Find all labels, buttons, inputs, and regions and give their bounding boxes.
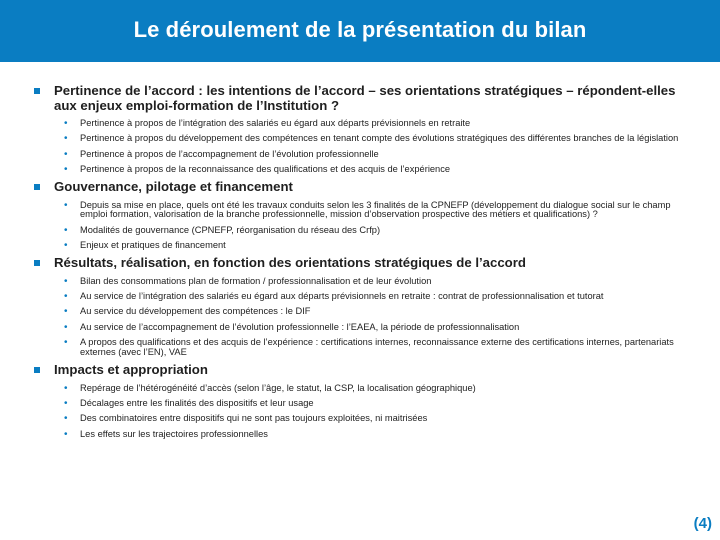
list-item: [34, 134, 694, 144]
list-item-text: Des combinatoires entre dispositifs qui ne sont pas toujours exploitées, ni maitrisées: [80, 413, 428, 424]
list-item: [34, 338, 694, 358]
list-item-text: Au service de l’intégration des salariés eu égard aux départs prévisionnels en retraite : contrat de professionnalisation et tutorat: [80, 291, 604, 302]
bullet-icon: •: [64, 321, 68, 333]
list-item: [34, 323, 694, 333]
section-resultats: [34, 256, 694, 357]
list-item-text: Bilan des consommations plan de formation / professionnalisation et de leur évolution: [80, 275, 432, 286]
page-number: (4): [693, 515, 712, 532]
section-impacts: [34, 363, 694, 439]
list-item-text: Pertinence à propos de la reconnaissance des qualifications et des acquis de l’expérience: [80, 163, 451, 174]
bullet-icon: •: [64, 275, 68, 287]
bullet-icon: •: [64, 163, 68, 175]
section-heading-text: Résultats, réalisation, en fonction des orientations stratégiques de l’accord: [54, 255, 526, 271]
bullet-icon: •: [64, 337, 68, 349]
list-item: [34, 150, 694, 160]
section-pertinence: [34, 84, 694, 175]
square-bullet-icon: [34, 184, 40, 190]
bullet-icon: •: [64, 199, 68, 211]
list-item: [34, 414, 694, 424]
bullet-icon: •: [64, 382, 68, 394]
bullet-icon: •: [64, 306, 68, 318]
list-item-text: Pertinence à propos du développement des compétences en tenant compte des évolutions stratégiques des différentes branches de la législation: [80, 133, 679, 144]
list-item: [34, 119, 694, 129]
section-heading: [34, 363, 694, 378]
list-item: [34, 292, 694, 302]
section-heading: [34, 180, 694, 195]
list-item: [34, 201, 694, 221]
section-items: [34, 277, 694, 358]
section-items: [34, 119, 694, 175]
bullet-icon: •: [64, 428, 68, 440]
slide-title: Le déroulement de la présentation du bilan: [133, 17, 587, 42]
bullet-icon: •: [64, 133, 68, 145]
list-item-text: Pertinence à propos de l’accompagnement de l’évolution professionnelle: [80, 148, 379, 159]
list-item: [34, 277, 694, 287]
section-heading: [34, 84, 694, 113]
square-bullet-icon: [34, 88, 40, 94]
section-heading: [34, 256, 694, 271]
list-item-text: Repérage de l’hétérogénéité d’accès (selon l’âge, le statut, la CSP, la localisation géographique): [80, 382, 476, 393]
list-item: [34, 165, 694, 175]
slide-content: [34, 84, 694, 445]
bullet-icon: •: [64, 397, 68, 409]
list-item: [34, 241, 694, 251]
list-item-text: Au service de l’accompagnement de l’évolution professionnelle : l’EAEA, la période de professionnalisation: [80, 321, 520, 332]
section-heading-text: Impacts et appropriation: [54, 362, 208, 378]
square-bullet-icon: [34, 260, 40, 266]
title-bar: [0, 0, 720, 62]
bullet-icon: •: [64, 291, 68, 303]
list-item-text: Enjeux et pratiques de financement: [80, 240, 226, 251]
list-item: [34, 384, 694, 394]
list-item-text: A propos des qualifications et des acquis de l’expérience : certifications internes, reconnaissance externe des certifications internes, partenariats externes (avec l’EN), VAE: [80, 337, 674, 357]
list-item-text: Depuis sa mise en place, quels ont été les travaux conduits selon les 3 finalités de la CPNEFP (développement du dialogue social sur le champ emploi formation, valorisation de la branche professionnelle, mission d’observation prospective des métiers et qualifications) ?: [80, 199, 671, 220]
section-heading-text: Pertinence de l’accord : les intentions de l’accord – ses orientations stratégiques – répondent-elles aux enjeux emploi-formation de l’Institution ?: [54, 83, 676, 113]
list-item-text: Décalages entre les finalités des dispositifs et leur usage: [80, 397, 314, 408]
list-item-text: Au service du développement des compétences : le DIF: [80, 306, 311, 317]
bullet-icon: •: [64, 148, 68, 160]
bullet-icon: •: [64, 413, 68, 425]
list-item: [34, 307, 694, 317]
section-heading-text: Gouvernance, pilotage et financement: [54, 179, 293, 195]
list-item-text: Pertinence à propos de l’intégration des salariés eu égard aux départs prévisionnels en retraite: [80, 118, 471, 128]
bullet-icon: •: [64, 118, 68, 129]
section-items: [34, 201, 694, 251]
bullet-icon: •: [64, 224, 68, 236]
list-item: [34, 430, 694, 440]
list-item: [34, 226, 694, 236]
bullet-icon: •: [64, 240, 68, 252]
square-bullet-icon: [34, 367, 40, 373]
section-gouvernance: [34, 180, 694, 251]
list-item: [34, 399, 694, 409]
list-item-text: Modalités de gouvernance (CPNEFP, réorganisation du réseau des Crfp): [80, 224, 381, 235]
list-item-text: Les effets sur les trajectoires professionnelles: [80, 428, 268, 439]
section-items: [34, 384, 694, 440]
